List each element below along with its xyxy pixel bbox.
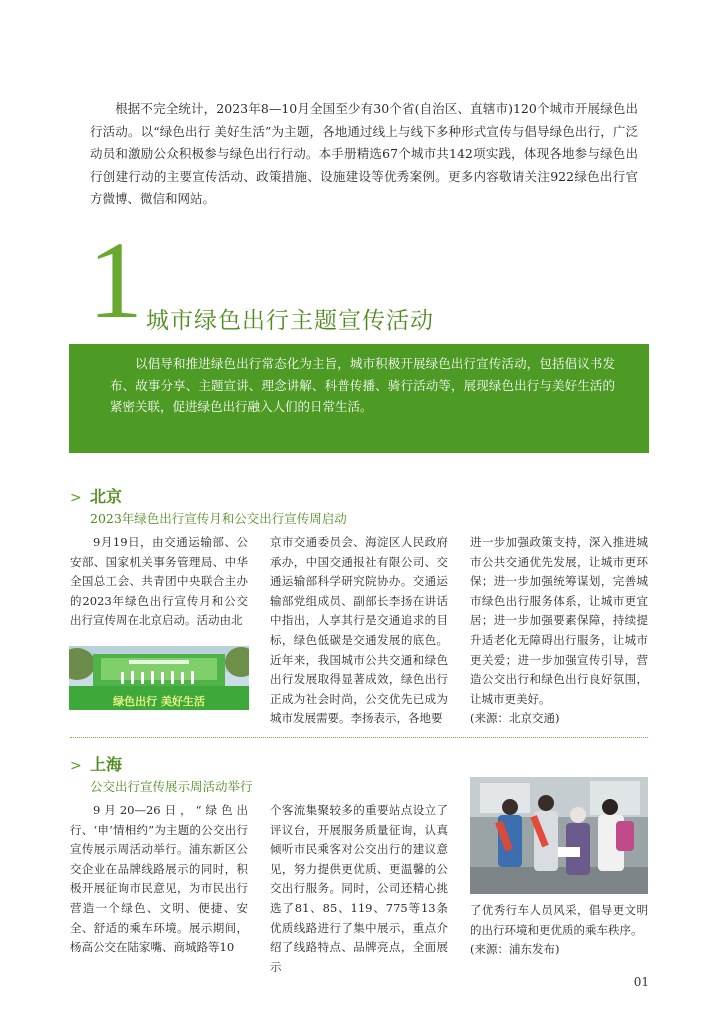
shanghai-heading (70, 752, 122, 775)
beijing-source: (来源：北京交通) (470, 711, 560, 726)
chevron-right-icon: > (70, 490, 82, 506)
beijing-heading (70, 484, 122, 507)
beijing-col-2: 京市交通委员会、海淀区人民政府承办，中国交通报社有限公司、交通运输部科学研究院协办。交通运输部党组成员、副部长李扬在讲话中指出，人享其行是交通追求的目标，绿色低碳是交通发展的底色。近年来，我国城市公共交通和绿色出行发展取得显著成效，绿色出行正成为社会时尚，公交优先已成为城市发展需要。李扬表示，各地要 (270, 535, 448, 726)
beijing-city-name: 北京 (90, 487, 123, 506)
intro-text: 根据不完全统计，2023年8—10月全国至少有30个省(自治区、直辖市)120个城市开展绿色出行活动。以“绿色出行 美好生活”为主题，各地通过线上与线下多种形式宣传与倡导绿色出行，广泛动员和激励公众积极参与绿色出行行动。本手册精选67个城市共142项实践，体现各地参与绿色出行创建行动的主要宣传活动、政策措施、设施建设等优秀案例。更多内容敬请关注922绿色出行官方微博、微信和网站。 (90, 101, 638, 206)
beijing-col-1-text: 9月19日，由交通运输部、公安部、国家机关事务管理局、中华全国总工会、共青团中央联合主办的2023年绿色出行宣传月和公交出行宣传周在北京启动。活动由北 (70, 535, 248, 628)
shanghai-col-3-text: 了优秀行车人员风采，倡导更文明的出行环境和更优质的乘车秩序。 (470, 903, 648, 937)
shanghai-photo-illustration (470, 777, 648, 894)
shanghai-col-1 (70, 801, 248, 958)
section-summary-box (69, 344, 649, 453)
section-summary: 以倡导和推进绿色出行常态化为主旨，城市积极开展绿色出行宣传活动，包括倡议书发布、故事分享、主题宣讲、理念讲解、科普传播、骑行活动等，展现绿色出行与美好生活的紧密关联，促进绿色出行融入人们的日常生活。 (110, 356, 615, 414)
shanghai-event-photo (470, 777, 648, 894)
beijing-col-3 (470, 533, 648, 729)
section-title: 城市绿色出行主题宣传活动 (146, 308, 434, 334)
shanghai-city-name: 上海 (90, 755, 123, 774)
shanghai-col-2: 个客流集聚较多的重要站点设立了评议台，开展服务质量征询，认真倾听市民乘客对公交出行的建议意见，努力提供更优质、更温馨的公交出行服务。同时，公司还精心挑选了81、85、119、775等13条优质线路进行了集中展示，重点介绍了线路特点、品牌亮点，全面展示 (270, 803, 448, 974)
shanghai-col-1-text: 9月20—26日，“绿色出行、‘申’情相约”为主题的公交出行宣传展示周活动举行。浦东新区公交企业在品牌线路展示的同时，积极开展征询市民意见，为市民出行营造一个绿色、文明、便捷、安全、舒适的乘车环境。展示期间，杨高公交在陆家嘴、商城路等10 (70, 803, 248, 955)
beijing-col-1 (70, 533, 248, 631)
beijing-photo-caption: 绿色出行 美好生活 (113, 695, 205, 708)
beijing-col-3-text: 进一步加强政策支持，深入推进城市公共交通优先发展，让城市更环保；进一步加强统筹谋划，完善城市绿色出行服务体系，让城市更宜居；进一步加强要素保障，持续提升适老化无障碍出行服务，让城市更关爱；进一步加强宣传引导，营造公交出行和绿色出行良好氛围，让城市更美好。 (470, 535, 648, 706)
intro-paragraph (90, 98, 638, 211)
chevron-right-icon: > (70, 758, 82, 774)
page-number: 01 (633, 975, 649, 989)
beijing-headline: 2023年绿色出行宣传月和公交出行宣传周启动 (90, 511, 347, 526)
beijing-event-photo (69, 646, 249, 710)
section-number: 1 (88, 219, 143, 341)
shanghai-source: (来源：浦东发布) (470, 942, 560, 957)
section-divider (70, 737, 648, 738)
shanghai-col-3 (470, 901, 648, 960)
beijing-photo-illustration (69, 646, 249, 710)
shanghai-headline: 公交出行宣传展示周活动举行 (90, 779, 253, 794)
